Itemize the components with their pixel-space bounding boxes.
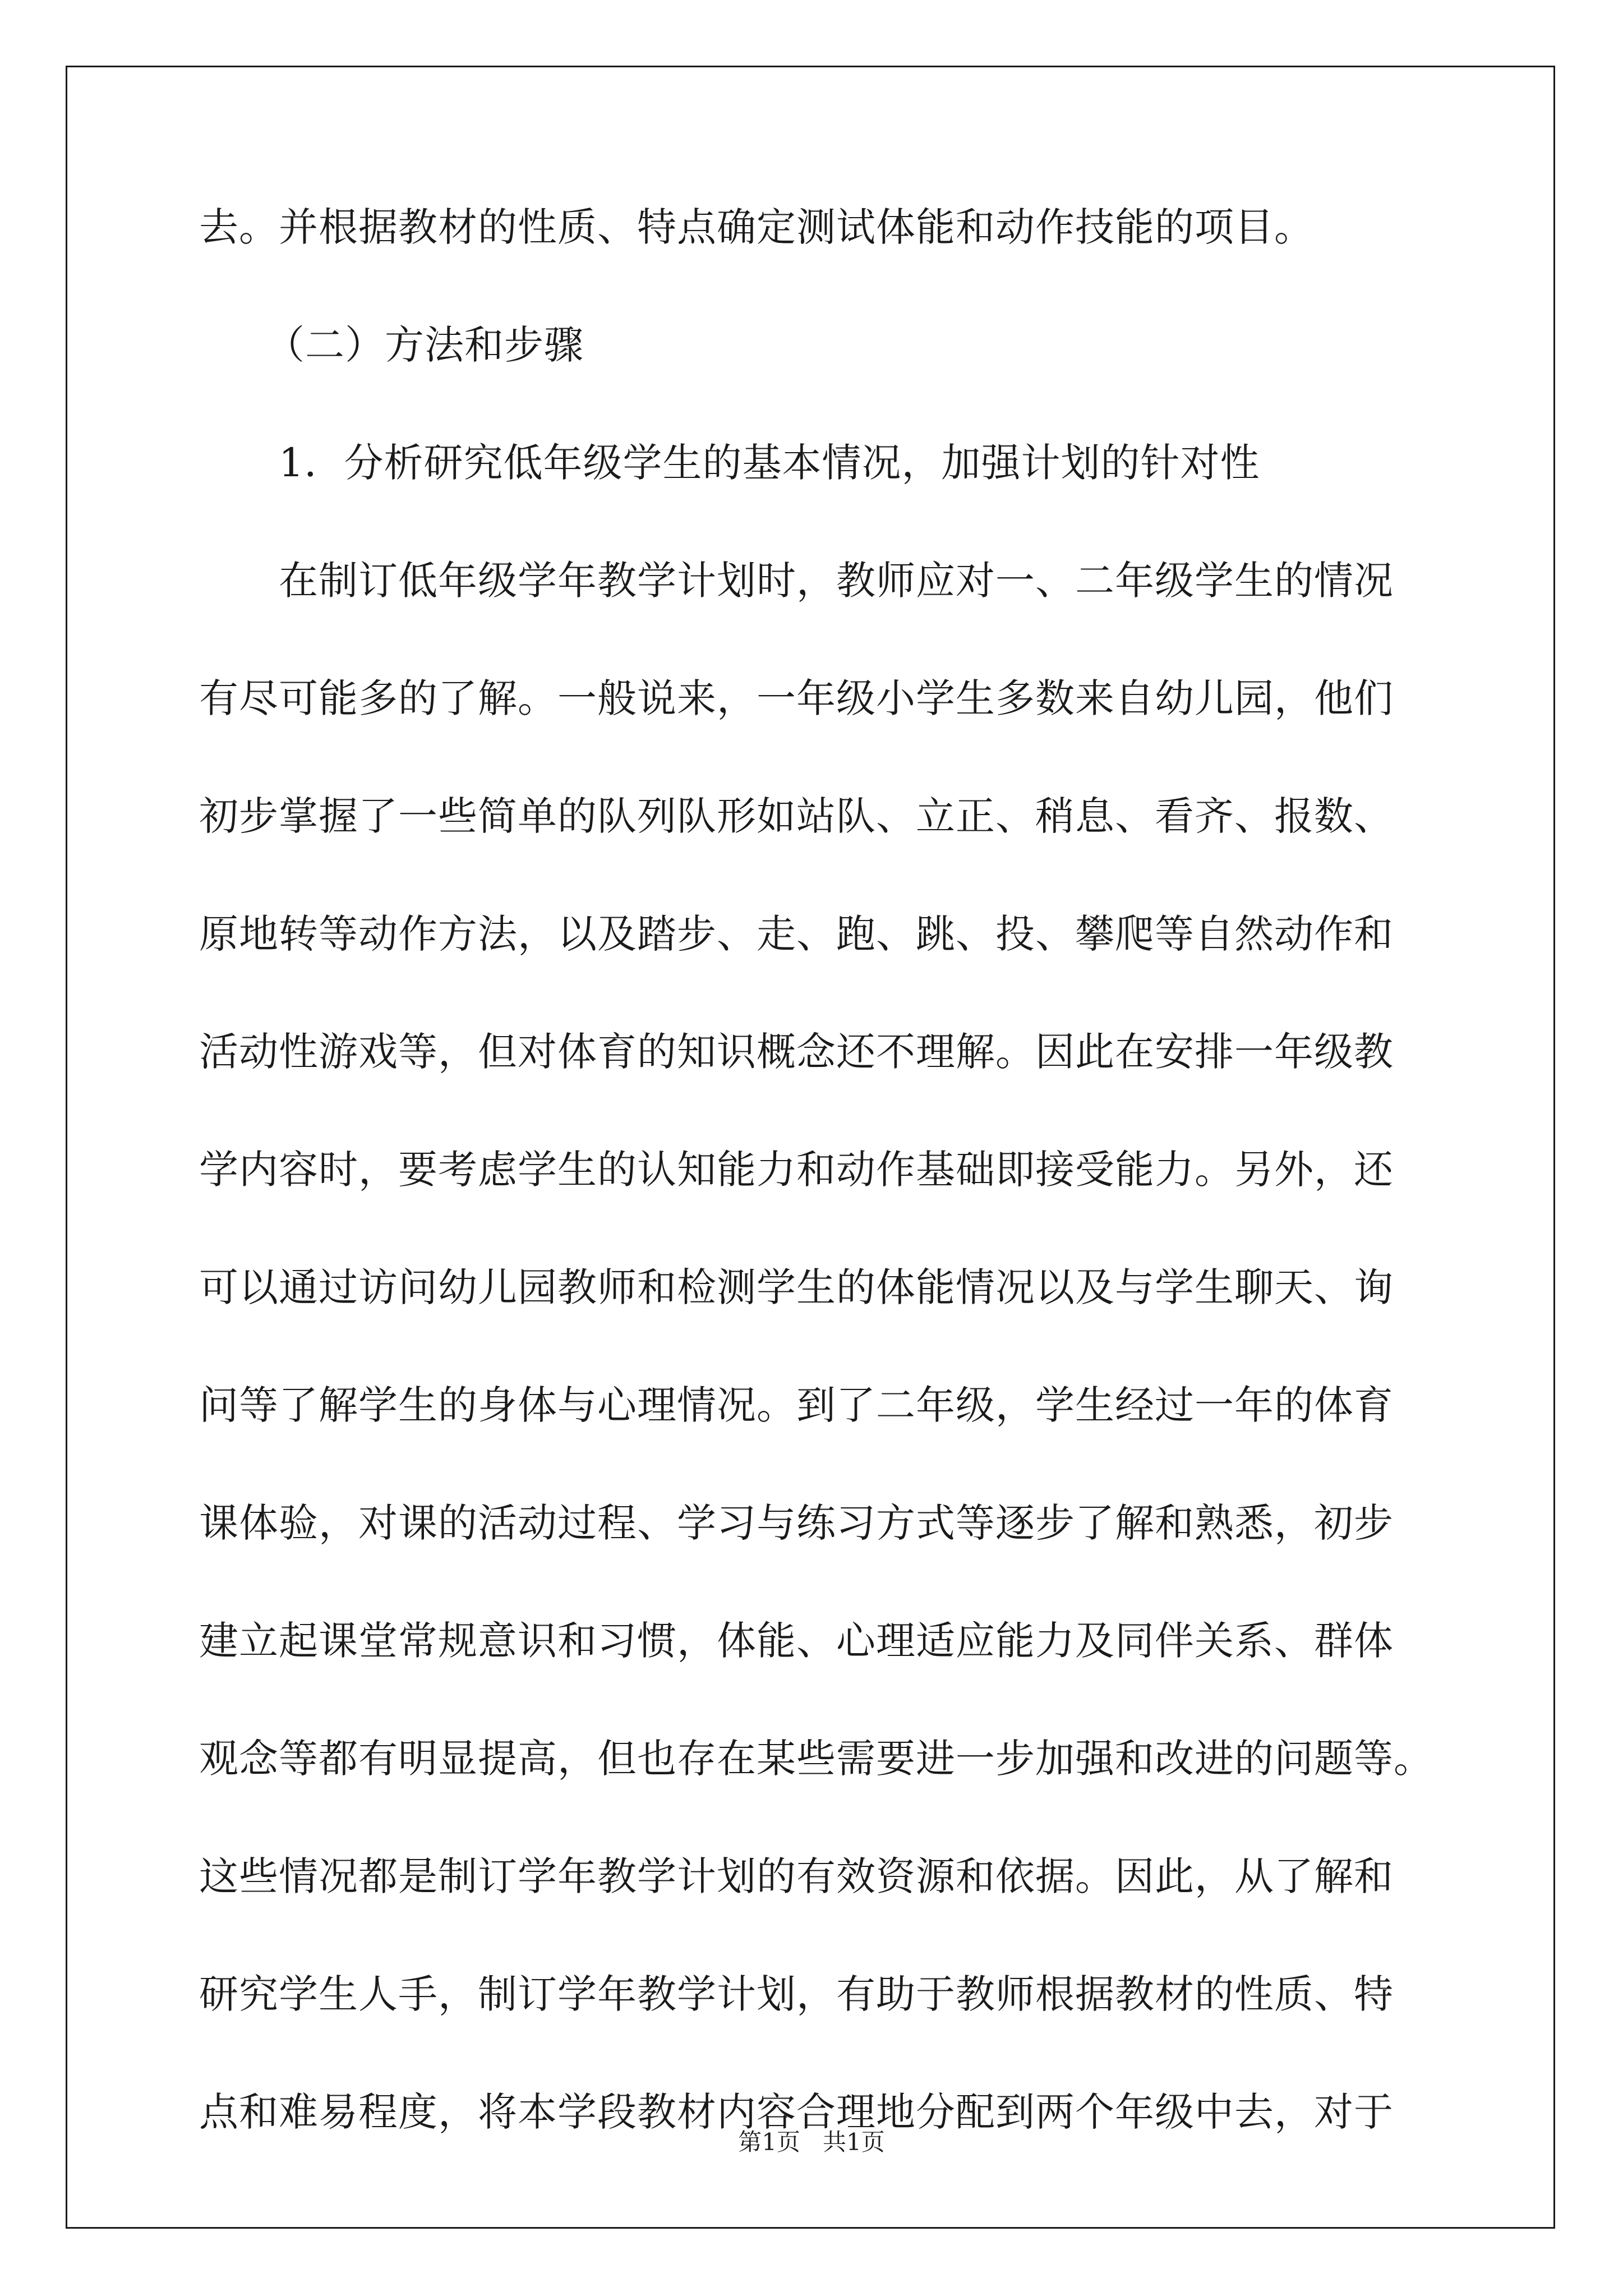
text-line: 点和难易程度，将本学段教材内容合理地分配到两个年级中去，对于: [199, 2089, 1394, 2135]
text-line: 活动性游戏等，但对体育的知识概念还不理解。因此在安排一年级教: [199, 1029, 1394, 1075]
text-line: 课体验，对课的活动过程、学习与练习方式等逐步了解和熟悉，初步: [199, 1500, 1394, 1546]
document-body: [199, 204, 1450, 2210]
text-line: 研究学生人手，制订学年教学计划，有助于教师根据教材的性质、特: [199, 1971, 1394, 2017]
text-line: 这些情况都是制订学年教学计划的有效资源和依据。因此，从了解和: [199, 1853, 1394, 1899]
subsection-heading: 1．分析研究低年级学生的基本情况，加强计划的针对性: [279, 440, 1260, 486]
text-line: 去。并根据教材的性质、特点确定测试体能和动作技能的项目。: [199, 204, 1314, 250]
text-line: 初步掌握了一些简单的队列队形如站队、立正、稍息、看齐、报数、: [199, 793, 1394, 839]
text-line: 有尽可能多的了解。一般说来，一年级小学生多数来自幼儿园，他们: [199, 675, 1394, 721]
section-heading: （二）方法和步骤: [265, 322, 584, 368]
text-line: 学内容时，要考虑学生的认知能力和动作基础即接受能力。另外，还: [199, 1147, 1394, 1193]
text-line: 观念等都有明显提高，但也存在某些需要进一步加强和改进的问题等。: [199, 1736, 1433, 1782]
text-line: 问等了解学生的身体与心理情况。到了二年级，学生经过一年的体育: [199, 1382, 1394, 1428]
text-line: 可以通过访问幼儿园教师和检测学生的体能情况以及与学生聊天、询: [199, 1264, 1394, 1310]
text-line: 原地转等动作方法，以及踏步、走、跑、跳、投、攀爬等自然动作和: [199, 911, 1394, 957]
text-line: 建立起课堂常规意识和习惯，体能、心理适应能力及同伴关系、群体: [199, 1618, 1394, 1664]
page-footer: 第1页 共1页: [738, 2128, 885, 2156]
text-line: 在制订低年级学年教学计划时，教师应对一、二年级学生的情况: [279, 558, 1394, 604]
